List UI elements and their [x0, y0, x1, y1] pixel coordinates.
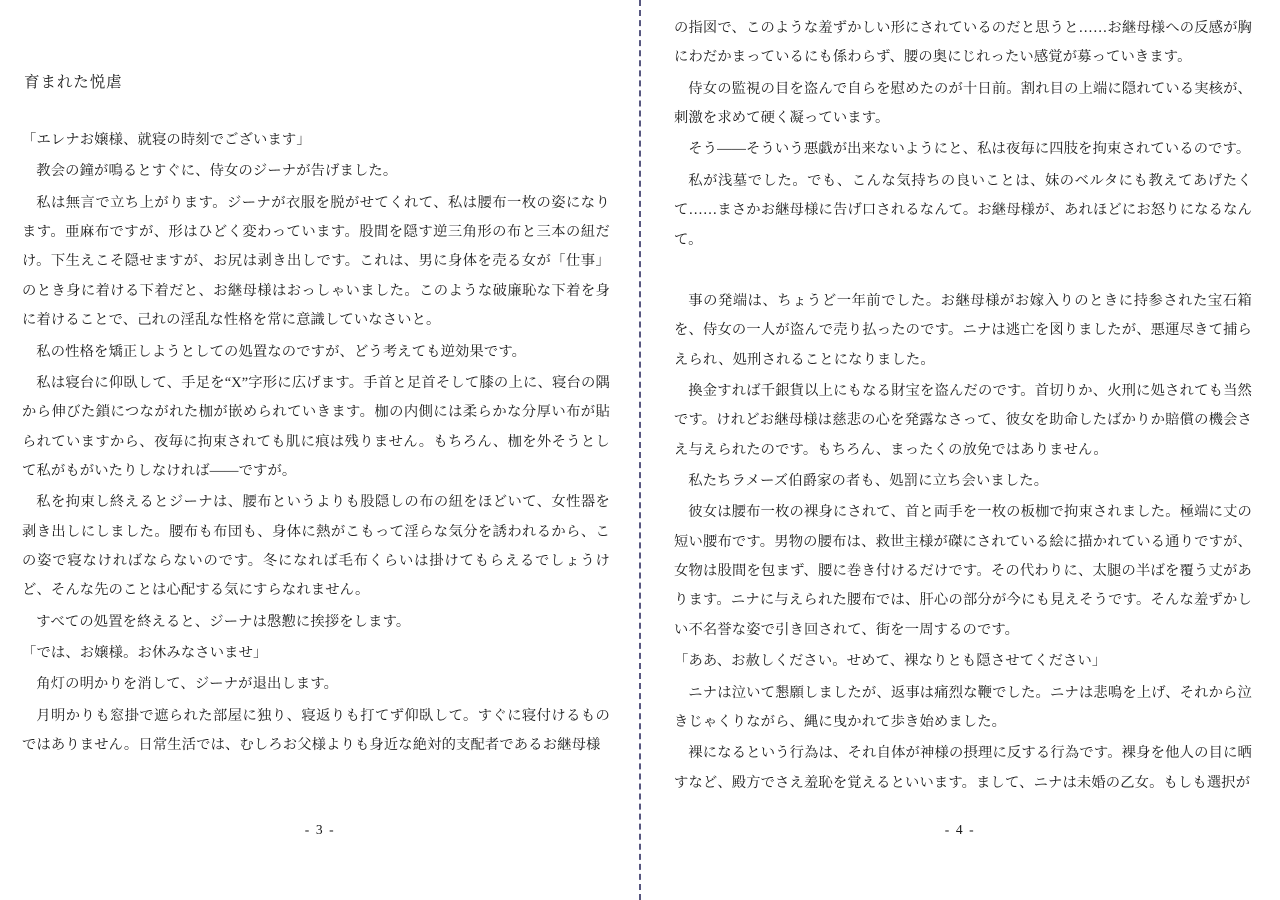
paragraph: 私は寝台に仰臥して、手足を“X”字形に広げます。手首と足首そして膝の上に、寝台の隅から伸びた鎖につながれた枷が嵌められていきます。枷の内側には柔らかな分厚い布が貼られていますから、夜毎に拘束されても肌に痕は残りません。もちろん、枷を外そうとして私がもがいたりしなければ――ですが。	[22, 374, 610, 479]
paragraph: 私たちラメーズ伯爵家の者も、処罰に立ち会いました。	[688, 473, 1049, 489]
paragraph: そう――そういう悪戯が出来ないようにと、私は夜毎に四肢を拘束されているのです。	[688, 141, 1251, 158]
paragraph: 月明かりも窓掛で遮られた部屋に独り、寝返りも打てず仰臥して。すぐに寝付けるものではありません。日常生活では、むしろお父様よりも身近な絶対的支配者であるお継母様	[22, 707, 610, 754]
paragraph: 彼女は腰布一枚の裸身にされて、首と両手を一枚の板枷で拘束されました。極端に丈の短い腰布です。男物の腰布は、救世主様が磔にされている絵に描かれている通りですが、女物は股間を包まず、腰に巻き付けるだけです。その代わりに、太腿の半ばを覆う丈があります。ニナに与えられた腰布では、肝心の部分が今にも見えそうです。そんな羞ずかしい不名誉な姿で引き回されて、街を一周するのです。	[674, 504, 1252, 638]
paragraph: 私を拘束し終えるとジーナは、腰布というよりも股隠しの布の紐をほどいて、女性器を剥き出しにしました。腰布も布団も、身体に熱がこもって淫らな気分を誘われるから、この姿で寝なければならないのです。冬になれば毛布くらいは掛けてもらえるでしょうけど、そんな先のことは心配する気にすらなれません。	[22, 494, 610, 599]
page-number: - 4 -	[944, 822, 976, 837]
paragraph: ニナは泣いて懇願しましたが、返事は痛烈な鞭でした。ニナは悲鳴を上げ、それから泣きじゃくりながら、縄に曳かれて歩き始めました。	[674, 684, 1252, 730]
paragraph: 裸になるという行為は、それ自体が神様の摂理に反する行為です。裸身を他人の目に晒すなど、殿方でさえ羞恥を覚えるといいます。まして、ニナは未婚の乙女。もしも選択が	[674, 745, 1252, 791]
paragraph: の指図で、このような羞ずかしい形にされているのだと思うと……お継母様への反感が胸にわだかまっているにも係わらず、腰の奥にじれったい感覚が募っていきます。	[674, 20, 1252, 66]
page-number: - 3 -	[304, 822, 336, 837]
paragraph: 事の発端は、ちょうど一年前でした。お継母様がお嫁入りのときに持参された宝石箱を、侍女の一人が盗んで売り払ったのです。ニナは逃亡を図りましたが、悪運尽きて捕らえられ、処刑されることになりました。	[674, 292, 1252, 368]
paragraph: 私は無言で立ち上がります。ジーナが衣服を脱がせてくれて、私は腰布一枚の姿になります。亜麻布ですが、形はひどく変わっています。股間を隠す逆三角形の布と三本の紐だけ。下生えこそ隠せますが、お尻は剥き出しです。これは、男に身体を売る女が「仕事」のとき身に着ける下着だと、お継母様はおっしゃいました。このような破廉恥な下着を身に着けることで、己れの淫乱な性格を常に意識していなさいと。	[22, 194, 610, 329]
paragraph: すべての処置を終えると、ジーナは慇懃に挨拶をします。	[36, 613, 411, 630]
paragraph: 「では、お嬢様。お休みなさいませ」	[22, 645, 268, 662]
paragraph: 「エレナお嬢様、就寝の時刻でございます」	[22, 132, 311, 148]
paragraph: 私の性格を矯正しようとしての処置なのですが、どう考えても逆効果です。	[36, 343, 527, 360]
chapter-title: 育まれた悦虐	[24, 74, 123, 91]
paragraph: 教会の鐘が鳴るとすぐに、侍女のジーナが告げました。	[36, 163, 398, 180]
paragraph: 私が浅墓でした。でも、こんな気持ちの良いことは、妹のベルタにも教えてあげたくて……まさかお継母様に告げ口されるなんて。お継母様が、あれほどにお怒りになるなんて。	[674, 172, 1252, 248]
paragraph: 「ああ、お赦しください。せめて、裸なりとも隠させてください」	[674, 653, 1107, 670]
paragraph: 角灯の明かりを消して、ジーナが退出します。	[36, 676, 339, 693]
paragraph: 換金すれば千銀貨以上にもなる財宝を盗んだのです。首切りか、火刑に処されても当然です。けれどお継母様は慈悲の心を発露なさって、彼女を助命したばかりか賠償の機会さえ与えられたのです。もちろん、まったくの放免ではありません。	[674, 382, 1252, 458]
paragraph: 侍女の監視の目を盗んで自らを慰めたのが十日前。割れ目の上端に隠れている実核が、刺激を求めて硬く凝っています。	[674, 80, 1252, 127]
page-gutter-divider	[639, 0, 641, 900]
page-right	[640, 0, 1280, 900]
section-break	[674, 257, 1252, 287]
